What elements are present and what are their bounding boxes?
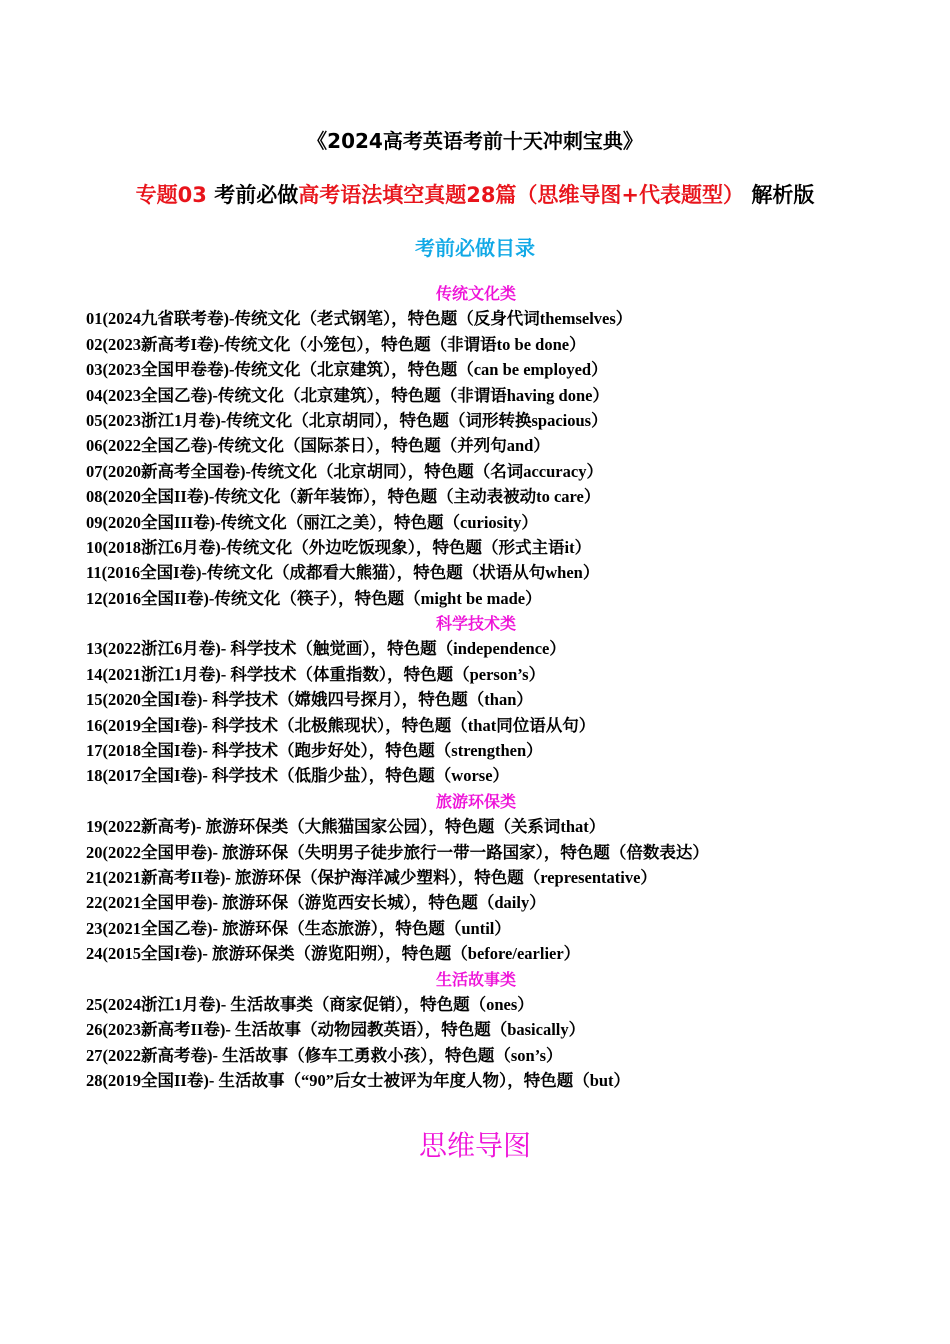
toc-item-18: 18(2017全国I卷)- 科学技术（低脂少盐），特色题（worse） [86, 766, 510, 786]
toc-item-14: 14(2021浙江1月卷)- 科学技术（体重指数），特色题（person’s） [86, 664, 546, 684]
toc-item-05: 05(2023浙江1月卷)-传统文化（北京胡同），特色题（词形转换spacious） [86, 410, 608, 430]
toc-item-20: 20(2022全国甲卷)- 旅游环保（失明男子徒步旅行一带一路国家），特色题（倍数表达） [86, 842, 709, 862]
toc-item-12: 12(2016全国II卷)-传统文化（筷子），特色题（might be made） [86, 588, 542, 608]
table-of-contents [86, 281, 886, 1094]
toc-item-28: 28(2019全国II卷)- 生活故事（“90”后女士被评为年度人物），特色题（but） [86, 1071, 631, 1091]
toc-item-16: 16(2019全国I卷)- 科学技术（北极熊现状），特色题（that同位语从句） [86, 715, 596, 735]
category-science-technology: 科学技术类 [435, 614, 516, 634]
subject-topic: 高考语法填空真题28篇（思维导图+代表题型） [298, 183, 745, 207]
toc-item-26: 26(2023新高考II卷)- 生活故事（动物园教英语），特色题（basically） [86, 1020, 586, 1040]
toc-item-13: 13(2022浙江6月卷)- 科学技术（触觉画），特色题（independence） [86, 639, 566, 659]
toc-item-01: 01(2024九省联考卷)-传统文化（老式钢笔），特色题（反身代词themselves） [86, 309, 633, 329]
category-traditional-culture: 传统文化类 [435, 284, 516, 303]
toc-item-08: 08(2020全国II卷)-传统文化（新年装饰），特色题（主动表被动to care） [86, 487, 601, 507]
book-title: 《2024高考英语考前十天冲刺宝典》 [307, 129, 643, 153]
toc-item-09: 09(2020全国III卷)-传统文化（丽江之美），特色题（curiosity） [86, 512, 538, 532]
toc-item-02: 02(2023新高考I卷)-传统文化（小笼包），特色题（非谓语to be done） [86, 334, 586, 354]
toc-item-25: 25(2024浙江1月卷)- 生活故事类（商家促销），特色题（ones） [86, 994, 534, 1014]
category-travel-environment: 旅游环保类 [435, 791, 516, 811]
toc-item-06: 06(2022全国乙卷)-传统文化（国际茶日），特色题（并列句and） [86, 436, 550, 456]
category-life-stories: 生活故事类 [435, 969, 516, 989]
toc-heading: 考前必做目录 [415, 236, 535, 260]
toc-item-15: 15(2020全国I卷)- 科学技术（嫦娥四号探月），特色题（than） [86, 690, 533, 710]
toc-item-17: 17(2018全国I卷)- 科学技术（跑步好处），特色题（strengthen） [86, 741, 543, 761]
subject-line [0, 180, 950, 210]
toc-item-22: 22(2021全国甲卷)- 旅游环保（游览西安长城），特色题（daily） [86, 893, 546, 913]
mindmap-title: 思维导图 [418, 1129, 531, 1162]
toc-item-07: 07(2020新高考全国卷)-传统文化（北京胡同），特色题（名词accuracy） [86, 461, 603, 481]
toc-item-27: 27(2022新高考卷)- 生活故事（修车工勇救小孩），特色题（son’s） [86, 1045, 563, 1065]
subject-suffix: 解析版 [744, 183, 815, 207]
toc-item-19: 19(2022新高考)- 旅游环保类（大熊猫国家公园），特色题（关系词that） [86, 817, 606, 837]
subject-number: 专题03 [135, 183, 207, 207]
toc-item-03: 03(2023全国甲卷卷)-传统文化（北京建筑），特色题（can be employed） [86, 360, 608, 380]
toc-item-21: 21(2021新高考II卷)- 旅游环保（保护海洋减少塑料），特色题（representative） [86, 867, 657, 887]
toc-item-11: 11(2016全国I卷)-传统文化（成都看大熊猫），特色题（状语从句when） [86, 563, 600, 583]
toc-item-04: 04(2023全国乙卷)-传统文化（北京建筑），特色题（非谓语having done） [86, 385, 609, 405]
subject-prefix: 考前必做 [206, 183, 299, 207]
toc-item-24: 24(2015全国I卷)- 旅游环保类（游览阳朔），特色题（before/earlier） [86, 944, 581, 964]
toc-item-23: 23(2021全国乙卷)- 旅游环保（生态旅游），特色题（until） [86, 918, 511, 938]
toc-item-10: 10(2018浙江6月卷)-传统文化（外边吃饭现象），特色题（形式主语it） [86, 537, 592, 557]
